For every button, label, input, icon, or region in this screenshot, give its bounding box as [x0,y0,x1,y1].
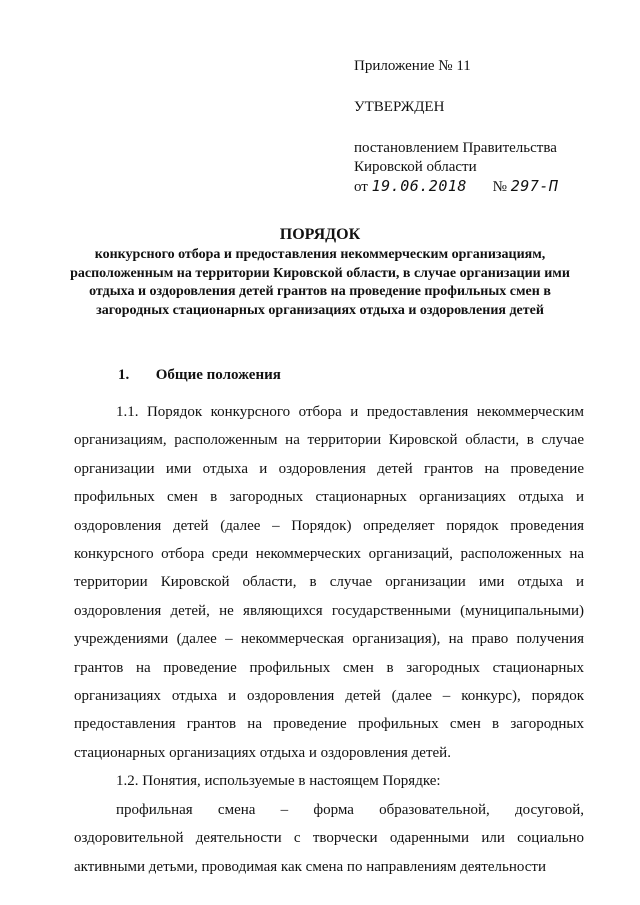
appendix-label: Приложение № 11 [354,58,471,74]
decree-line-2: Кировской области [354,159,477,175]
document-title-block [70,225,570,320]
document-body [74,398,584,881]
paragraph-1-2: 1.2. Понятия, используемые в настоящем Порядке: [116,773,441,790]
date-prefix: от [354,179,368,195]
paragraph-definition: профильная смена – форма образовательной, досуговой, оздоровительной деятельности с творчески одаренными или социально активными детьми, проводимая как смена по направлениям деятельности [74,801,584,875]
decree-number-handwritten: 297-П [510,177,559,195]
paragraph-1-1: 1.1. Порядок конкурсного отбора и предоставления некоммерческим организациям, расположенным на территории Кировской области, в случае организации ими отдыха и оздоровления детей грантов на проведение профильных смен в загородных стационарных организациях отдыха и оздоровления детей (далее – Порядок) определяет порядок проведения конкурсного отбора среди некоммерческих организаций, расположенных на территории Кировской области, в случае организации ими отдыха и оздоровления детей, не являющихся государственными (муниципальными) учреждениями (далее – некоммерческая организация), на право получения грантов на проведение профильных смен в загородных стационарных организациях отдыха и оздоровления детей (далее – конкурс), порядок предоставления грантов на проведение профильных смен в загородных стационарных организациях отдыха и оздоровления детей. [74,404,584,761]
section-title: Общие положения [155,367,281,383]
decree-reference [354,139,614,197]
document-title: ПОРЯДОК [279,226,361,243]
approved-stamp-label: УТВЕРЖДЕН [354,99,445,115]
section-heading [118,366,281,385]
document-subtitle: конкурсного отбора и предоставления некоммерческим организациям, расположенным на территории Кировской области, в случае организации ими отдыха и оздоровления детей грантов на проведение профильных смен в загородных стационарных организациях отдыха и оздоровления детей [70,247,570,318]
number-prefix: № [492,179,507,195]
decree-line-1: постановлением Правительства [354,140,557,156]
approval-block [354,57,614,197]
decree-date-handwritten: 19.06.2018 [371,177,467,195]
section-number: 1. [118,367,130,383]
decree-date-line [354,177,614,197]
